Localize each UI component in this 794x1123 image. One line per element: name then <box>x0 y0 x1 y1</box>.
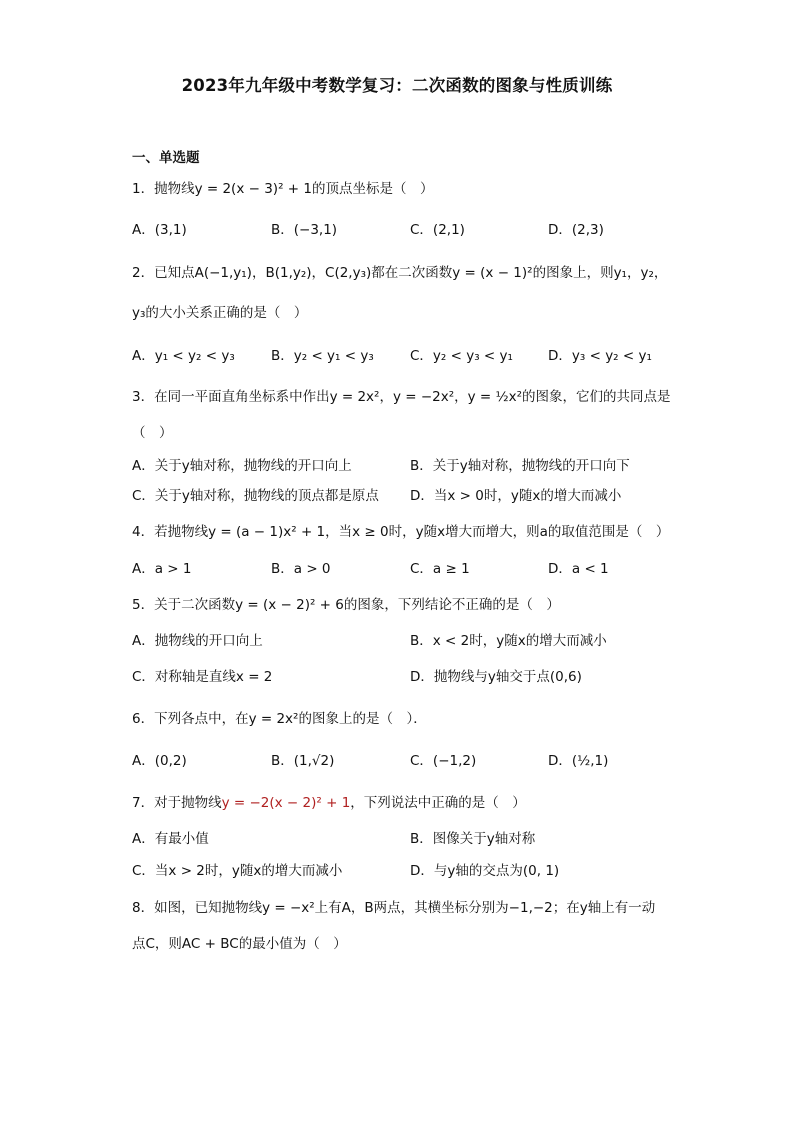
question-6: 6．下列各点中，在y = 2x²的图象上的是（ ）． <box>132 711 427 727</box>
question-2-line-1: 2．已知点A(−1,y₁)，B(1,y₂)，C(2,y₃)都在二次函数y = (x − 1)²的图象上，则y₁，y₂， <box>132 265 668 281</box>
question-7-suffix: ，下列说法中正确的是（ ） <box>350 795 526 811</box>
q4-option-a: A．a > 1 <box>132 561 192 577</box>
q3-option-c: C．关于y轴对称，抛物线的顶点都是原点 <box>132 488 379 504</box>
q3-option-d: D．当x > 0时，y随x的增大而减小 <box>410 488 622 504</box>
question-8-line-1: 8．如图，已知抛物线y = −x²上有A，B两点，其横坐标分别为−1,−2；在y轴上有一动 <box>132 900 656 916</box>
question-8-line-2: 点C，则AC + BC的最小值为（ ） <box>132 936 347 952</box>
question-2-line-2: y₃的大小关系正确的是（ ） <box>132 305 308 321</box>
q1-option-d: D．(2,3) <box>548 222 604 238</box>
section-heading: 一、单选题 <box>132 150 200 166</box>
question-3-line-1: 3．在同一平面直角坐标系中作出y = 2x²，y = −2x²，y = ½x²的图象，它们的共同点是 <box>132 389 671 405</box>
q6-option-d: D．(½,1) <box>548 753 609 769</box>
q1-option-a: A．(3,1) <box>132 222 187 238</box>
q3-option-a: A．关于y轴对称，抛物线的开口向上 <box>132 458 352 474</box>
q4-option-d: D．a < 1 <box>548 561 609 577</box>
question-3-line-2: （ ） <box>132 425 173 441</box>
q7-option-a: A．有最小值 <box>132 831 209 847</box>
q1-option-c: C．(2,1) <box>410 222 465 238</box>
question-7-formula: y = −2(x − 2)² + 1 <box>221 795 351 811</box>
q2-option-c: C．y₂ < y₃ < y₁ <box>410 348 513 364</box>
question-7 <box>132 791 526 811</box>
q4-option-b: B．a > 0 <box>271 561 331 577</box>
q4-option-c: C．a ≥ 1 <box>410 561 470 577</box>
question-5: 5．关于二次函数y = (x − 2)² + 6的图象，下列结论不正确的是（ ） <box>132 597 560 613</box>
q2-option-a: A．y₁ < y₂ < y₃ <box>132 348 235 364</box>
q5-option-b: B．x < 2时，y随x的增大而减小 <box>410 633 607 649</box>
q6-option-b: B．(1,√2) <box>271 753 335 769</box>
page-title: 2023年九年级中考数学复习：二次函数的图象与性质训练 <box>181 76 613 95</box>
question-7-prefix: 7．对于抛物线 <box>132 795 222 811</box>
q6-option-a: A．(0,2) <box>132 753 187 769</box>
q2-option-b: B．y₂ < y₁ < y₃ <box>271 348 374 364</box>
q1-option-b: B．(−3,1) <box>271 222 338 238</box>
question-1: 1．抛物线y = 2(x − 3)² + 1的顶点坐标是（ ） <box>132 181 434 197</box>
q2-option-d: D．y₃ < y₂ < y₁ <box>548 348 652 364</box>
q6-option-c: C．(−1,2) <box>410 753 477 769</box>
q5-option-c: C．对称轴是直线x = 2 <box>132 669 273 685</box>
q7-option-b: B．图像关于y轴对称 <box>410 831 536 847</box>
q7-option-d: D．与y轴的交点为(0, 1) <box>410 863 560 879</box>
q3-option-b: B．关于y轴对称，抛物线的开口向下 <box>410 458 630 474</box>
q5-option-a: A．抛物线的开口向上 <box>132 633 263 649</box>
q5-option-d: D．抛物线与y轴交于点(0,6) <box>410 669 582 685</box>
question-4: 4．若抛物线y = (a − 1)x² + 1，当x ≥ 0时，y随x增大而增大，则a的取值范围是（ ） <box>132 524 670 540</box>
q7-option-c: C．当x > 2时，y随x的增大而减小 <box>132 863 343 879</box>
